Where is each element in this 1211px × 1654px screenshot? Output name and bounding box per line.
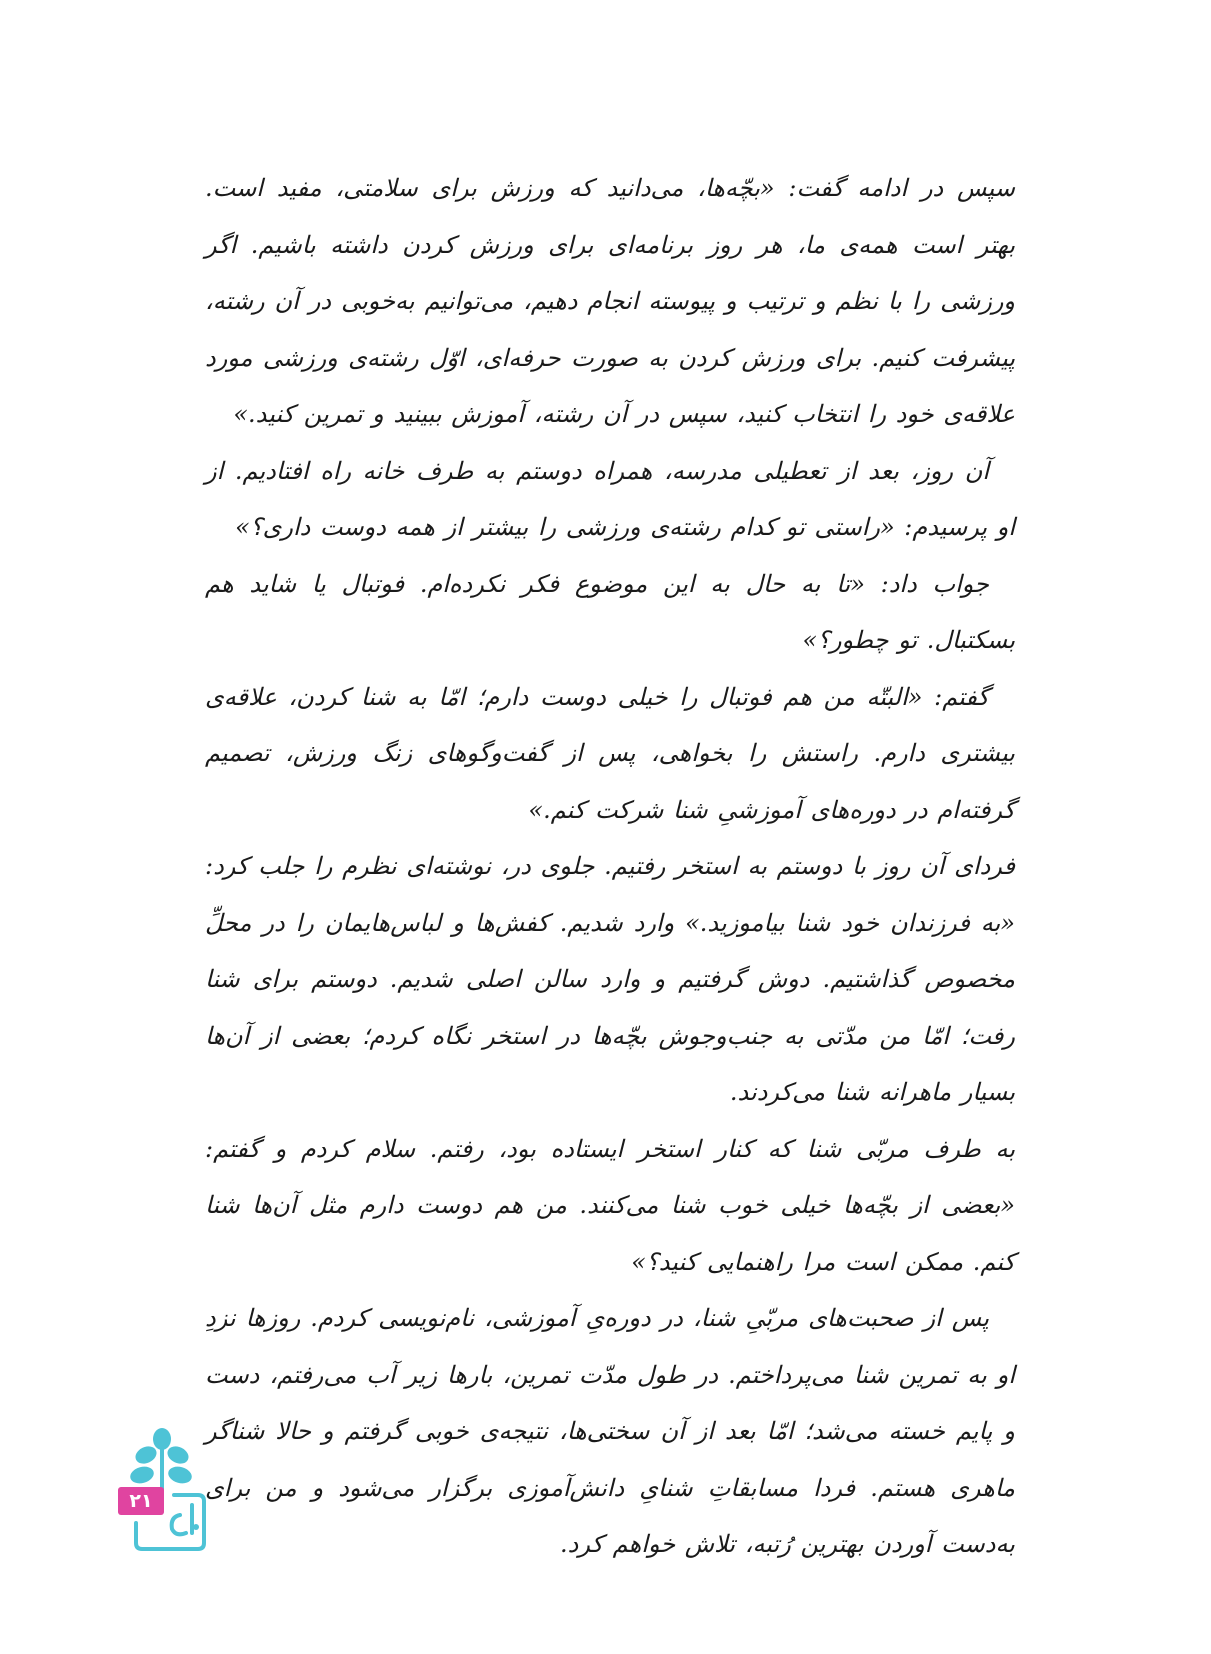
paragraph: سپس در ادامه گفت: «بچّه‌ها، می‌دانید که ورزش برای سلامتی، مفید است. بهتر است همه‌ی ما، هر روز برنامه‌ای برای ورزش کردن داشته باشیم. اگر ورزشی را با نظم و ترتیب و پیوسته انجام دهیم، می‌توانیم به‌خوبی در آن رشته، پیشرفت کنیم. برای ورزش کردن به صورت حرفه‌ای، اوّل رشته‌ی ورزشی مورد علاقه‌ی خود را انتخاب کنید، سپس در آن رشته، آموزش ببینید و تمرین کنید.» (205, 174, 1016, 428)
paragraph: به طرف مربّی شنا که کنار استخر ایستاده بود، رفتم. سلام کردم و گفتم: «بعضی از بچّه‌ها خیلی خوب شنا می‌کنند. من هم دوست دارم مثل آن‌ها شنا کنم. ممکن است مرا راهنمایی کنید؟» (205, 1134, 1015, 1276)
story-text (205, 160, 1015, 1573)
paragraph: پس از صحبت‌های مربّیِ شنا، در دوره‌یِ آموزشی، نام‌نویسی کردم. روزها نزدِ او به تمرین شنا می‌پرداختم. در طول مدّت تمرین، بارها زیر آب می‌رفتم، دست و پایم خسته می‌شد؛ امّا بعد از آن سختی‌ها، نتیجه‌ی خوبی گرفتم و حالا شناگر ماهری هستم. فردا مسابقاتِ شنایِ دانش‌آموزی برگزار می‌شود و من برای به‌دست آوردن بهترین رُتبه، تلاش خواهم کرد. (205, 1304, 1015, 1558)
paragraph: آن روز، بعد از تعطیلی مدرسه، همراه دوستم به طرف خانه راه افتادیم. از او پرسیدم: «راستی تو کدام رشته‌ی ورزشی را بیشتر از همه دوست داری؟» (205, 456, 1015, 541)
paragraph: گفتم: «البتّه من هم فوتبال را خیلی دوست دارم؛ امّا به شنا کردن، علاقه‌ی بیشتری دارم. راستش را بخواهی، پس از گفت‌وگوهای زنگ ورزش، تصمیم گرفته‌ام در دوره‌های آموزشیِ شنا شرکت کنم.» (205, 682, 1015, 824)
page-number-badge: ۲۱ (118, 1487, 164, 1515)
paragraph: فردای آن روز با دوستم به استخر رفتیم. جلوی در، نوشته‌ای نظرم را جلب کرد: «به فرزندان خود شنا بیاموزید.» وارد شدیم. کفش‌ها و لباس‌هایمان را در محلِّ مخصوص گذاشتیم. دوش گرفتیم و وارد سالن اصلی شدیم. دوستم برای شنا رفت؛ امّا من مدّتی به جنب‌وجوش بچّه‌ها در استخر نگاه کردم؛ بعضی از آن‌ها بسیار ماهرانه شنا می‌کردند. (205, 852, 1015, 1106)
paragraph: جواب داد: «تا به حال به این موضوع فکر نکرده‌ام. فوتبال یا شاید هم بسکتبال. تو چطور؟» (205, 569, 1015, 654)
